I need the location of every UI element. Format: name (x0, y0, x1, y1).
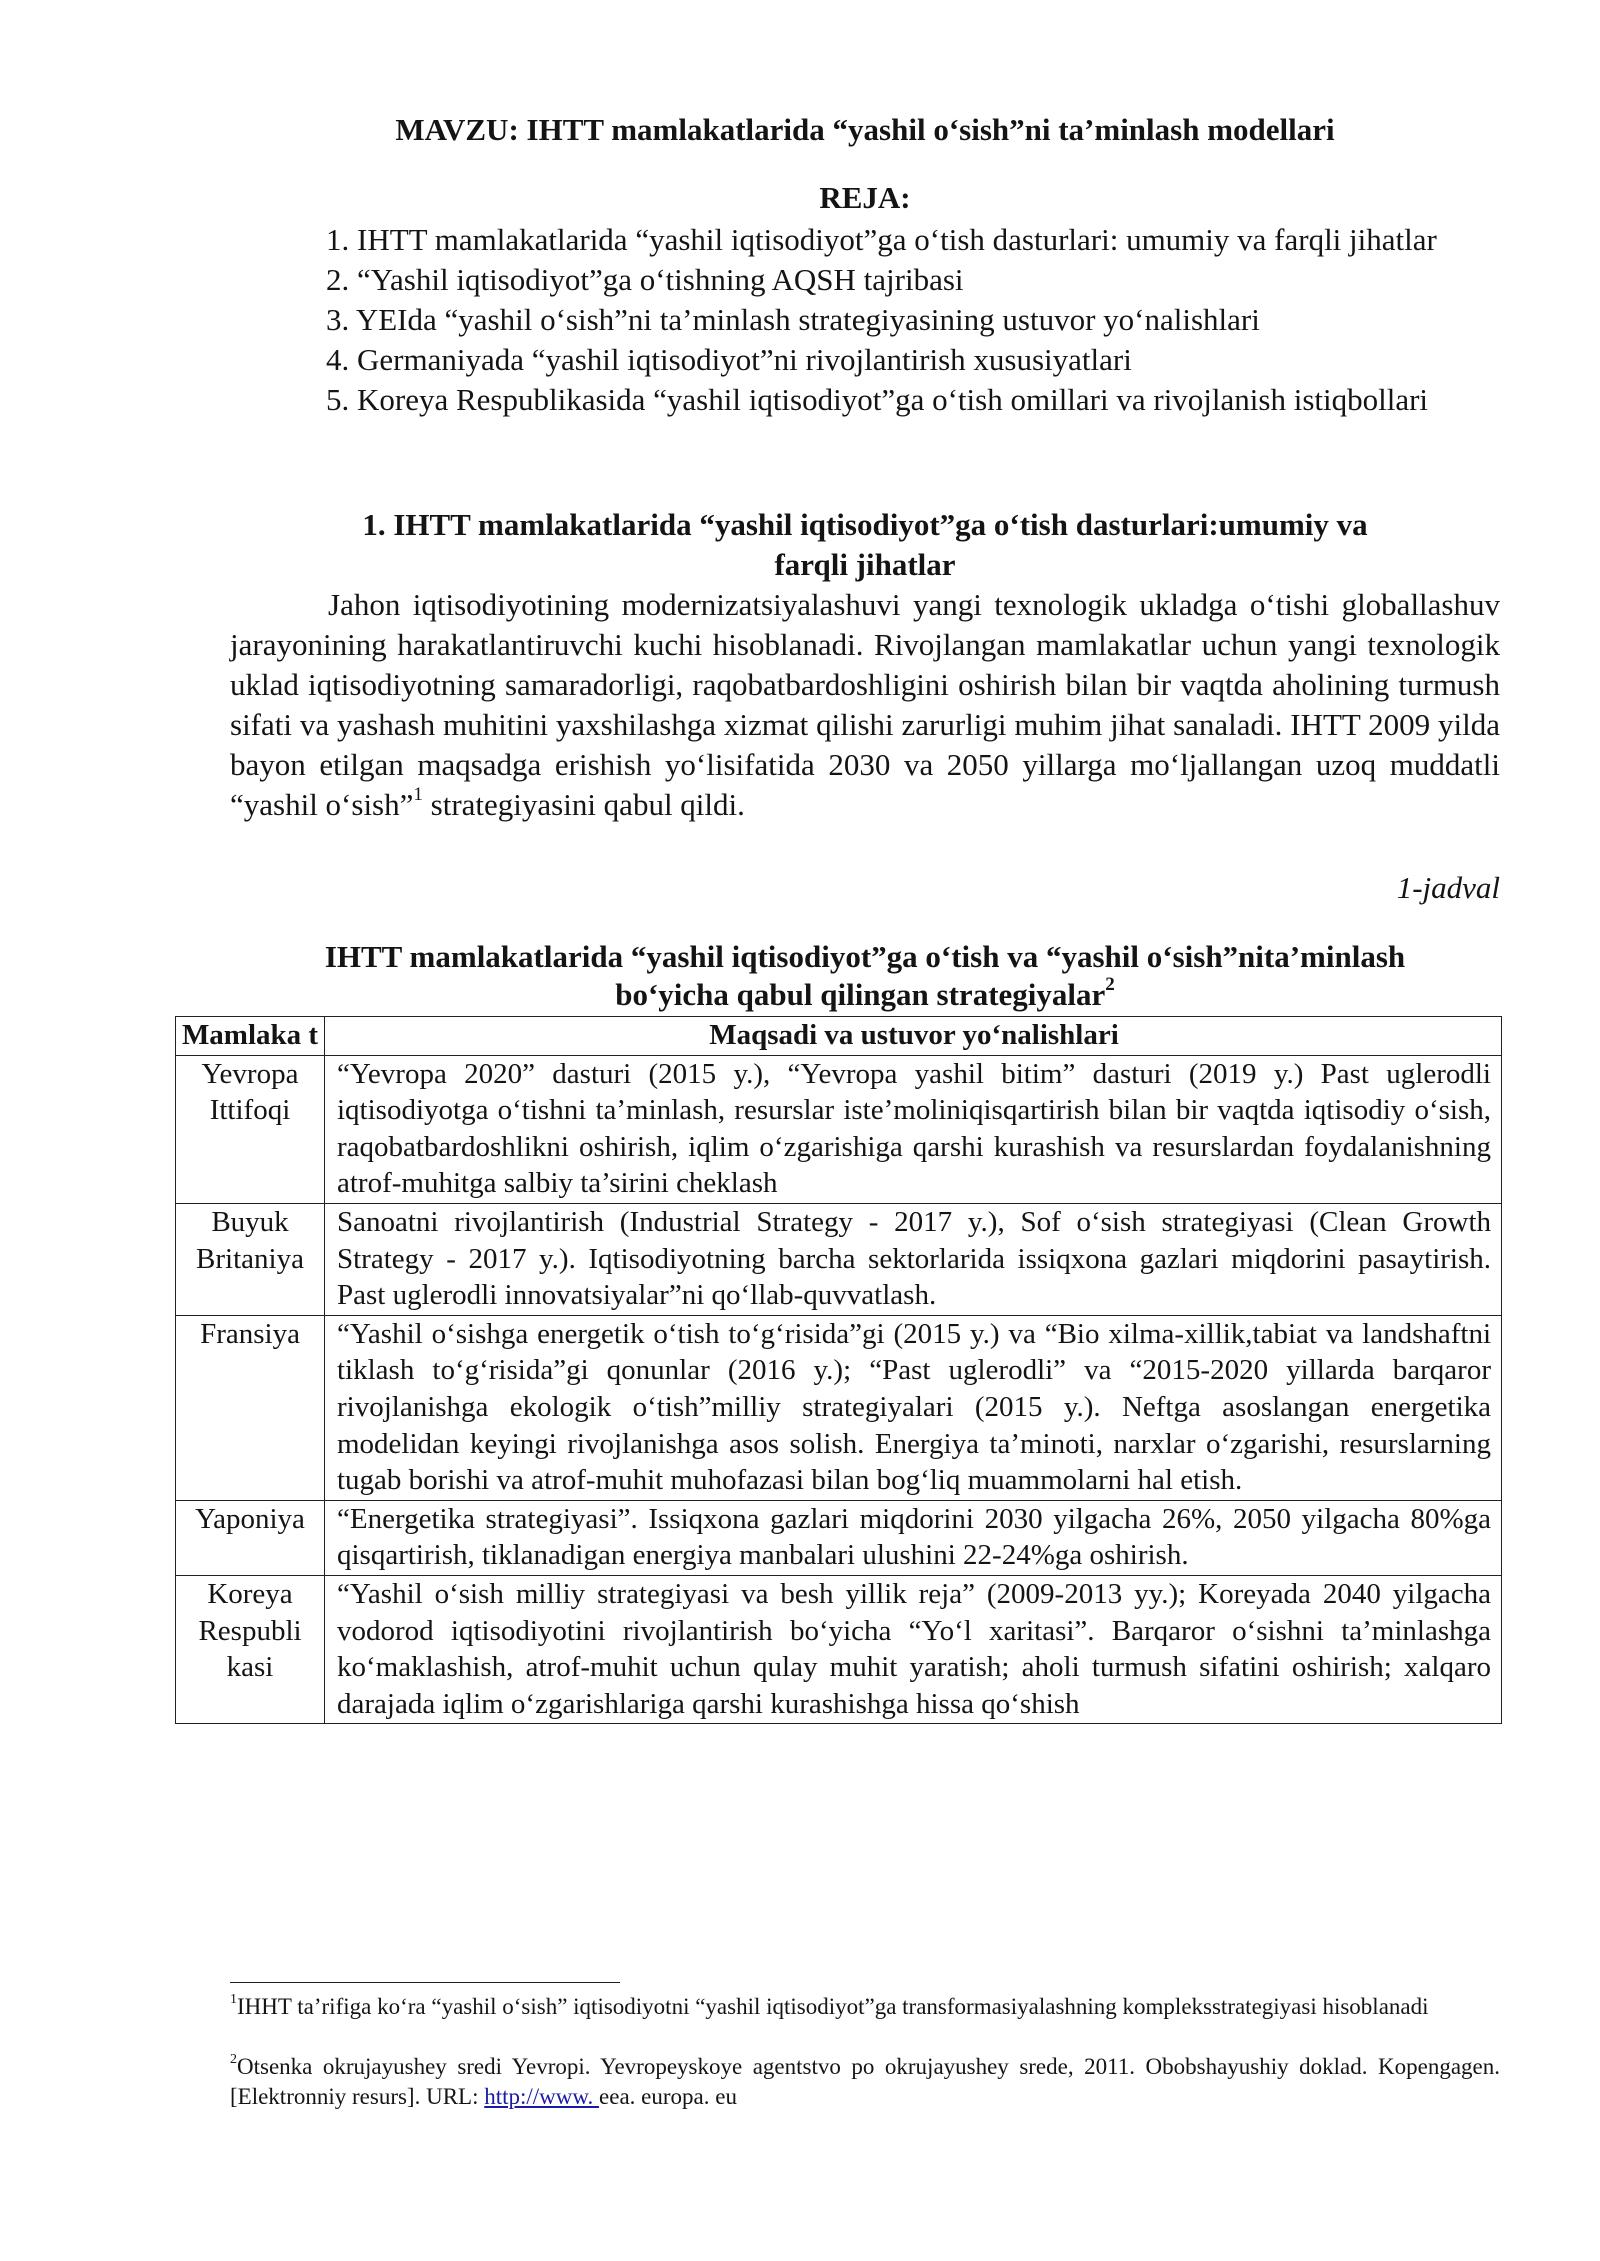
table-row (176, 1315, 1502, 1500)
document-title: MAVZU: IHTT mamlakatlarida “yashil o‘sish”ni ta’minlash modellari (395, 112, 1335, 147)
plan-item: 5. Koreya Respublikasida “yashil iqtisodiyot”ga o‘tish omillari va rivojlanish istiqbollari (326, 382, 1429, 417)
table-row (176, 1575, 1502, 1723)
footnote-link[interactable]: http://www. (484, 2084, 600, 2109)
footnote-1 (230, 1992, 1500, 2022)
section-heading-line: 1. IHTT mamlakatlarida “yashil iqtisodiyot”ga o‘tish dasturlari:umumiy va (362, 507, 1368, 542)
table-cell-goals: “Energetika strategiyasi”. Issiqxona gazlari miqdorini 2030 yilgacha 26%, 2050 yilgacha 80%ga qisqartirish, tiklanadigan energiya manbalari ulushini 22-24%ga oshirish. (325, 1500, 1502, 1575)
footnote-ref[interactable]: 1 (413, 783, 423, 805)
footnote-text: Otsenka okrujayushey sredi Yevropi. Yevropeyskoye agentstvo po okrujayushey srede, 2011. Obobshayushiy doklad. Kopengagen. [Elektronniy resurs]. URL: (230, 2054, 1500, 2109)
table-title-line: IHTT mamlakatlarida “yashil iqtisodiyot”ga o‘tish va “yashil o‘sish”nita’minlash (324, 939, 1406, 974)
paragraph-text-end: strategiyasini qabul qildi. (422, 787, 745, 822)
table-title-line (230, 973, 1500, 1014)
table-title-text: bo‘yicha qabul qilingan strategiyalar (615, 977, 1106, 1012)
plan-item: 2. “Yashil iqtisodiyot”ga o‘tishning AQSH tajribasi (326, 262, 964, 297)
footnote-mark: 1 (230, 1992, 237, 2008)
plan-heading: REJA: (819, 180, 911, 215)
table-cell-goals: Sanoatni rivojlantirish (Industrial Strategy - 2017 y.), Sof o‘sish strategiyasi (Clean Growth Strategy - 2017 y.). Iqtisodiyotning barcha sektorlarida issiqxona gazlari miqdorini pasaytirish. Past uglerodli innovatsiyalar”ni qo‘llab-quvvatlash. (325, 1203, 1502, 1315)
table-row (176, 1203, 1502, 1315)
footnote-divider (230, 1982, 620, 1983)
table-cell-goals: “Yashil o‘sish milliy strategiyasi va besh yillik reja” (2009-2013 yy.); Koreyada 2040 yilgacha vodorod iqtisodiyotini rivojlantirish bo‘yicha “Yo‘l xaritasi”. Barqaror o‘sishni ta’minlashga ko‘maklashish, atrof-muhit uchun qulay muhit yaratish; aholi turmush sifatini oshirish; xalqaro darajada iqlim o‘zgarishlariga qarshi kurashishga hissa qo‘shish (325, 1575, 1502, 1723)
paragraph-text: Jahon iqtisodiyotining modernizatsiyalashuvi yangi texnologik ukladga o‘tishi globallashuv jarayonining harakatlantiruvchi kuchi hisoblanadi. Rivojlangan mamlakatlar uchun yangi texnologik uklad iqtisodiyotning samaradorligi, raqobatbardoshligini oshirish bilan bir vaqtda aholining turmush sifati va yashash muhitini yaxshilashga xizmat qilishi zarurligi muhim jihat sanaladi. IHTT 2009 yilda bayon etilgan maqsadga erishish yo‘lisifatida 2030 va 2050 yillarga mo‘ljallangan uzoq muddatli “yashil o‘sish” (230, 587, 1500, 822)
section-heading-line: farqli jihatlar (774, 547, 956, 582)
table-label: 1-jadval (1396, 870, 1500, 905)
table-cell-country: Yevropa Ittifoqi (176, 1055, 325, 1203)
table-cell-country: Buyuk Britaniya (176, 1203, 325, 1315)
table-row (176, 1055, 1502, 1203)
section-heading (230, 505, 1500, 585)
table-header-goals: Maqsadi va ustuvor yo‘nalishlari (325, 1017, 1502, 1056)
table-row (176, 1500, 1502, 1575)
footnote-ref[interactable]: 2 (1105, 973, 1115, 995)
footnote-mark: 2 (230, 2052, 237, 2068)
footnote-text: IHHT ta’rifiga ko‘ra “yashil o‘sish” iqtisodiyotni “yashil iqtisodiyot”ga transformasiyalashning kompleksstrategiyasi hisoblanadi (237, 1994, 1429, 2019)
footnote-2 (230, 2052, 1500, 2112)
plan-list (230, 220, 1500, 420)
table-header-row (176, 1017, 1502, 1056)
plan-item: 4. Germaniyada “yashil iqtisodiyot”ni rivojlantirish xususiyatlari (326, 342, 1132, 377)
table-cell-goals: “Yevropa 2020” dasturi (2015 y.), “Yevropa yashil bitim” dasturi (2019 y.) Past uglerodli iqtisodiyotga o‘tishni ta’minlash, resurslar iste’moliniqisqartirish bilan bir vaqtda iqtisodiy o‘sish, raqobatbardoshlikni oshirish, iqlim o‘zgarishiga qarshi kurashish va resurslardan foydalanishning atrof-muhitga salbiy ta’sirini cheklash (325, 1055, 1502, 1203)
table-cell-country: Koreya Respubli kasi (176, 1575, 325, 1723)
strategies-table (175, 1016, 1502, 1724)
table-cell-country: Fransiya (176, 1315, 325, 1500)
table-cell-country: Yaponiya (176, 1500, 325, 1575)
table-cell-goals: “Yashil o‘sishga energetik o‘tish to‘g‘risida”gi (2015 y.) va “Bio xilma-xillik,tabiat va landshaftni tiklash to‘g‘risida”gi qonunlar (2016 y.); “Past uglerodli” va “2015-2020 yillarda barqaror rivojlanishga ekologik o‘tish”milliy strategiyalari (2015 y.). Neftga asoslangan energetika modelidan keyingi rivojlanishga asos solish. Energiya ta’minoti, narxlar o‘zgarishi, resurslarning tugab borishi va atrof-muhit muhofazasi bilan bog‘liq muammolarni hal etish. (325, 1315, 1502, 1500)
table-title (230, 938, 1500, 1014)
footnote-link-tail: eea. europa. eu (599, 2084, 737, 2109)
plan-item: 3. YEIda “yashil o‘sish”ni ta’minlash strategiyasining ustuvor yo‘nalishlari (326, 302, 1260, 337)
table-header-country: Mamlaka t (176, 1017, 325, 1056)
plan-item: 1. IHTT mamlakatlarida “yashil iqtisodiyot”ga o‘tish dasturlari: umumiy va farqli jihatlar (326, 222, 1437, 257)
body-paragraph (230, 585, 1500, 825)
